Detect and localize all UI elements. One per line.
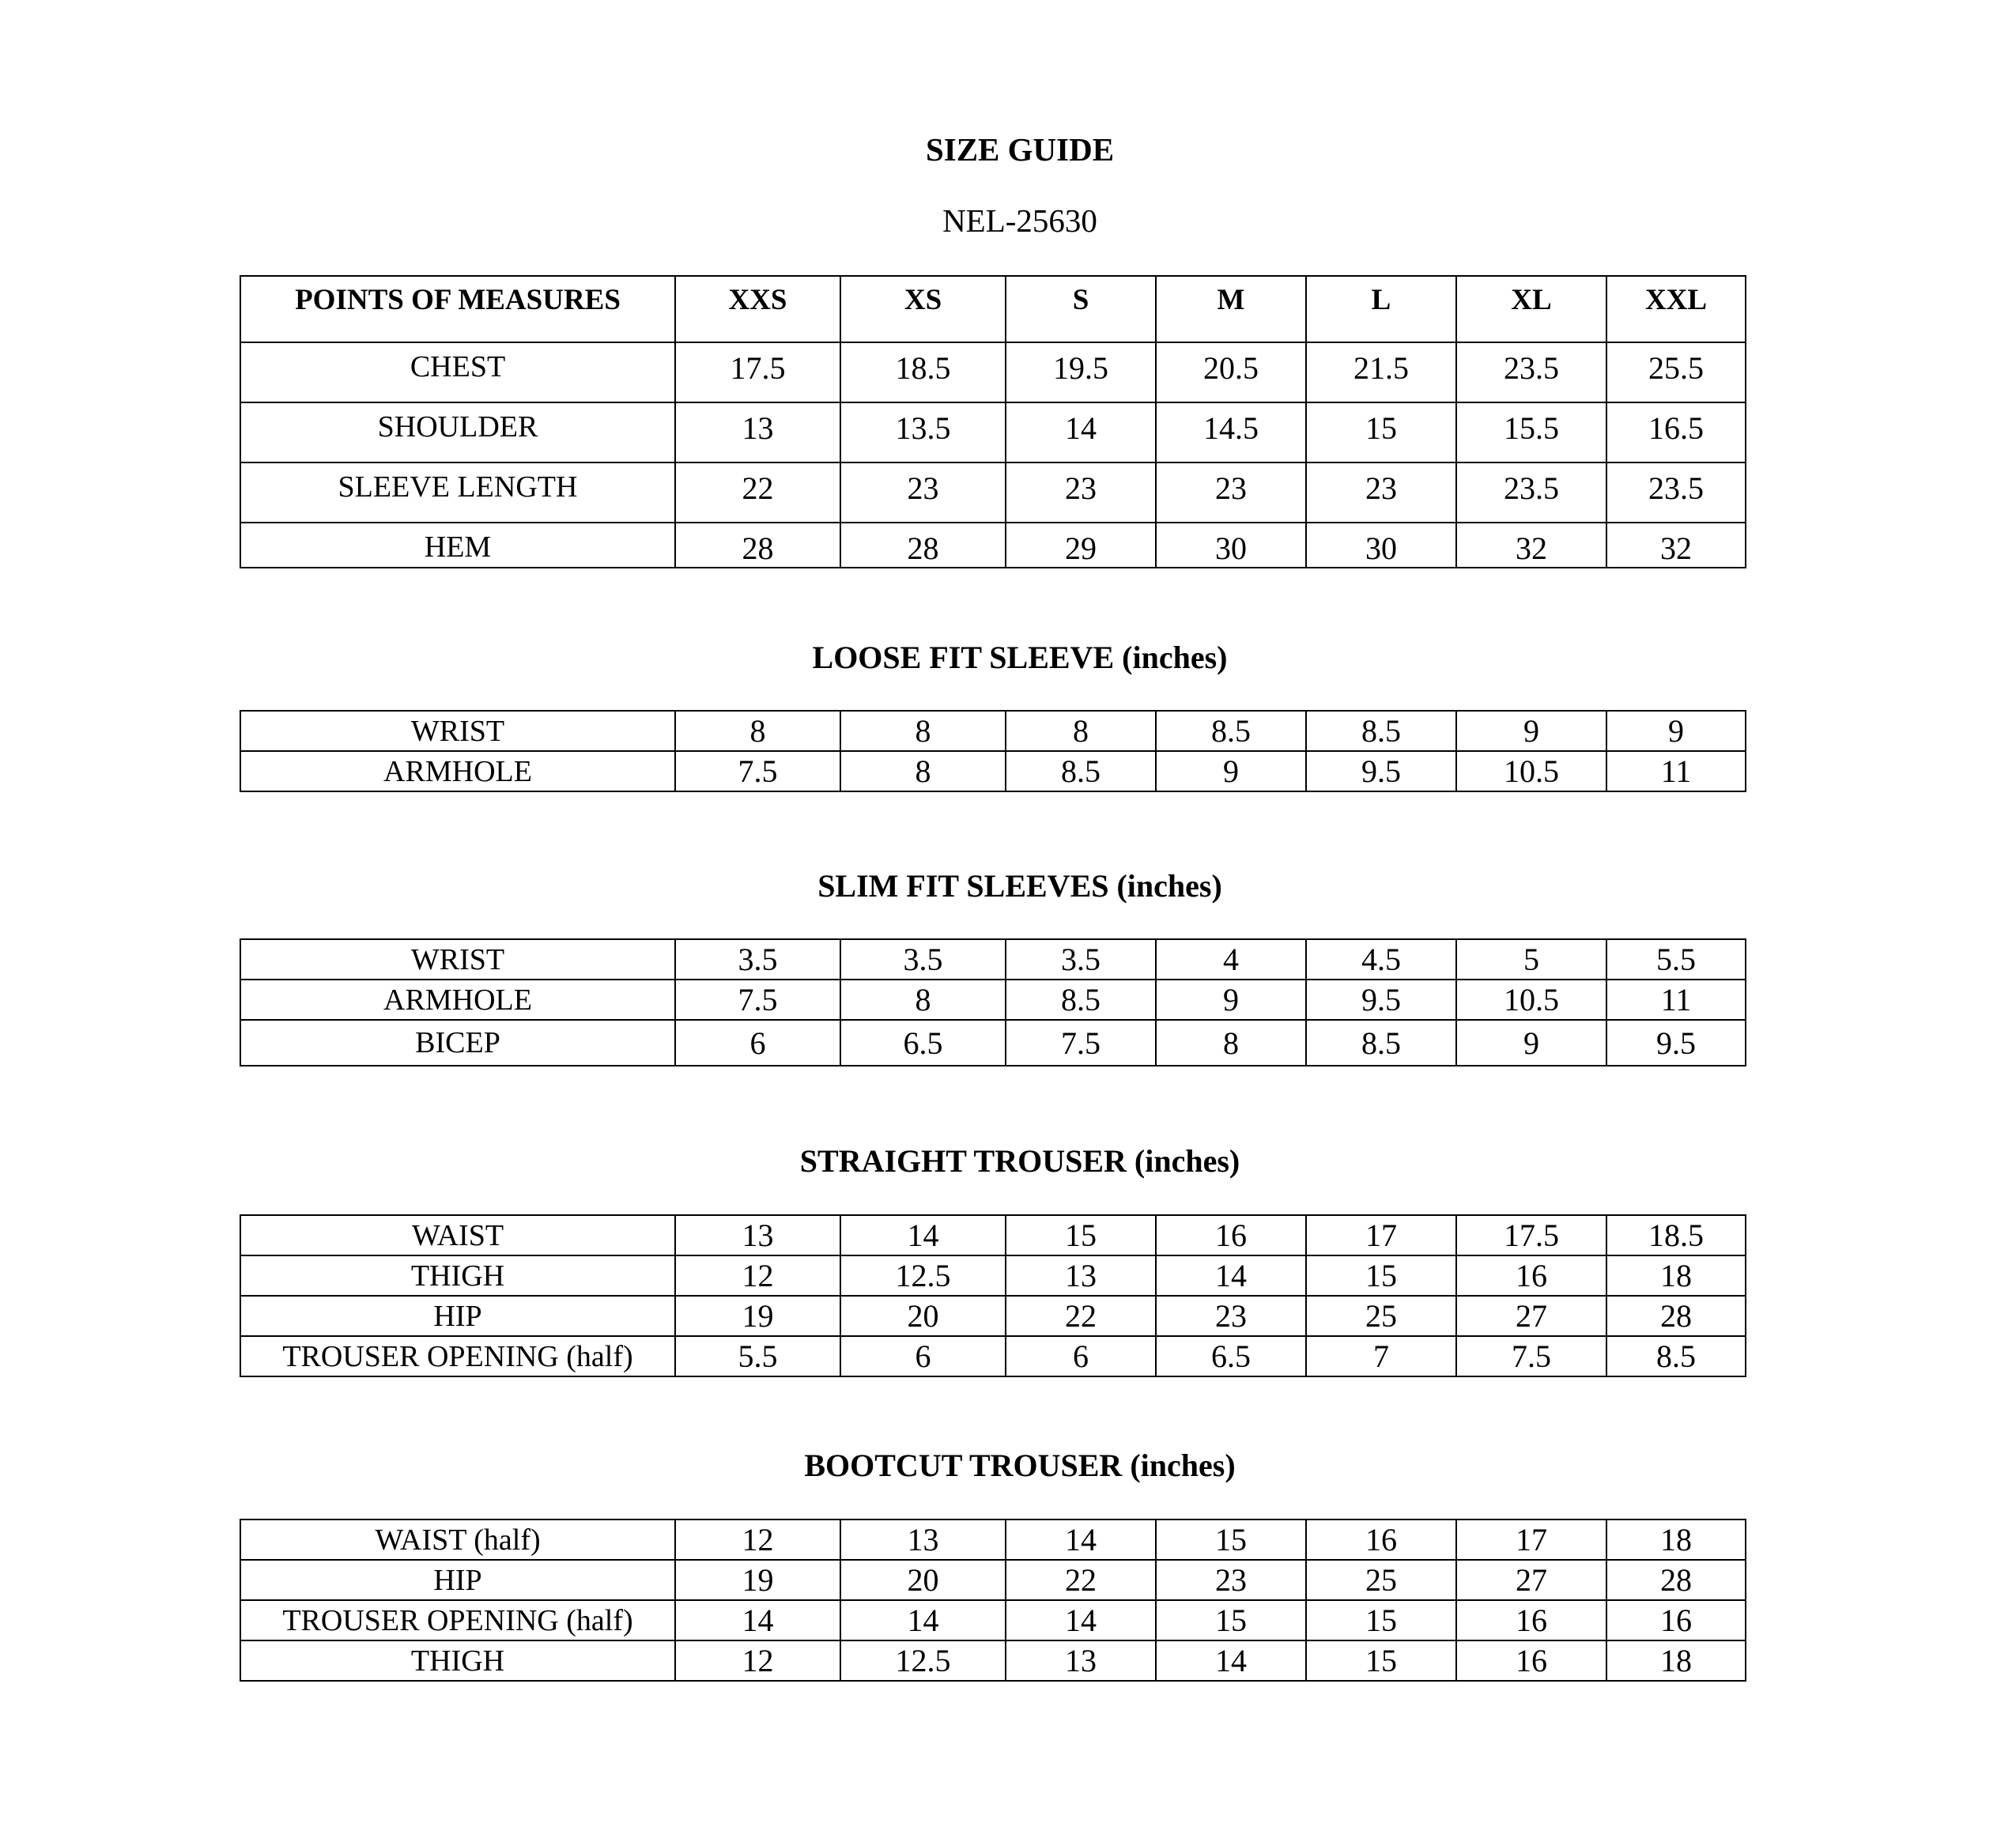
- measure-value: 28: [675, 523, 840, 568]
- measure-label: WRIST: [240, 711, 675, 751]
- measure-value: 14: [1156, 1640, 1306, 1681]
- measure-value: 13: [840, 1520, 1006, 1560]
- header-cell: S: [1006, 276, 1156, 342]
- measure-value: 12: [675, 1255, 840, 1296]
- measure-value: 16: [1456, 1255, 1606, 1296]
- measure-value: 6.5: [840, 1020, 1006, 1066]
- measure-label: ARMHOLE: [240, 980, 675, 1020]
- measure-value: 32: [1606, 523, 1746, 568]
- table-row: [240, 1215, 1746, 1255]
- product-code: NEL-25630: [942, 202, 1097, 239]
- measure-value: 16: [1306, 1520, 1456, 1560]
- measure-value: 10.5: [1456, 751, 1606, 791]
- measure-value: 15: [1306, 1600, 1456, 1640]
- measure-value: 8.5: [1006, 751, 1156, 791]
- measure-value: 8.5: [1606, 1336, 1746, 1376]
- measure-label: THIGH: [240, 1640, 675, 1681]
- measure-value: 13: [675, 402, 840, 462]
- measure-value: 7.5: [1456, 1336, 1606, 1376]
- measure-value: 30: [1306, 523, 1456, 568]
- measure-value: 9.5: [1306, 980, 1456, 1020]
- measure-value: 28: [1606, 1560, 1746, 1600]
- measure-label: SHOULDER: [240, 402, 675, 462]
- measure-value: 25: [1306, 1296, 1456, 1336]
- measure-value: 8: [1156, 1020, 1306, 1066]
- table-row: [240, 1336, 1746, 1376]
- measure-value: 3.5: [840, 939, 1006, 980]
- measure-value: 22: [675, 462, 840, 523]
- measure-value: 14.5: [1156, 402, 1306, 462]
- measure-value: 8: [675, 711, 840, 751]
- header-cell: XS: [840, 276, 1006, 342]
- measure-value: 12: [675, 1640, 840, 1681]
- table-row: [240, 342, 1746, 402]
- measure-value: 12.5: [840, 1255, 1006, 1296]
- measure-value: 23: [1156, 462, 1306, 523]
- size-table-loose-fit-sleeve: [240, 710, 1746, 792]
- measure-label: BICEP: [240, 1020, 675, 1066]
- measure-value: 4: [1156, 939, 1306, 980]
- measure-value: 13: [1006, 1255, 1156, 1296]
- measure-value: 29: [1006, 523, 1156, 568]
- table-row: [240, 523, 1746, 568]
- measure-value: 16: [1456, 1600, 1606, 1640]
- measure-value: 10.5: [1456, 980, 1606, 1020]
- header-cell: XXL: [1606, 276, 1746, 342]
- header-cell: XXS: [675, 276, 840, 342]
- table-row: [240, 1520, 1746, 1560]
- measure-value: 15: [1156, 1520, 1306, 1560]
- table-row: [240, 1600, 1746, 1640]
- table-row: [240, 1296, 1746, 1336]
- measure-value: 8: [840, 751, 1006, 791]
- measure-value: 8: [840, 980, 1006, 1020]
- table-row: [240, 402, 1746, 462]
- measure-label: HIP: [240, 1296, 675, 1336]
- measure-value: 9: [1606, 711, 1746, 751]
- measure-value: 18.5: [840, 342, 1006, 402]
- measure-value: 27: [1456, 1296, 1606, 1336]
- measure-value: 11: [1606, 751, 1746, 791]
- measure-label: HIP: [240, 1560, 675, 1600]
- measure-value: 27: [1456, 1560, 1606, 1600]
- measure-value: 23: [1306, 462, 1456, 523]
- measure-value: 16: [1156, 1215, 1306, 1255]
- measure-value: 23: [1156, 1296, 1306, 1336]
- measure-value: 13.5: [840, 402, 1006, 462]
- header-cell: POINTS OF MEASURES: [240, 276, 675, 342]
- measure-value: 5.5: [675, 1336, 840, 1376]
- measure-value: 16: [1456, 1640, 1606, 1681]
- header-cell: L: [1306, 276, 1456, 342]
- section-title-straight-trouser: STRAIGHT TROUSER (inches): [799, 1143, 1240, 1179]
- measure-value: 11: [1606, 980, 1746, 1020]
- measure-value: 18: [1606, 1640, 1746, 1681]
- measure-value: 23: [840, 462, 1006, 523]
- measure-value: 8.5: [1156, 711, 1306, 751]
- measure-value: 23: [1006, 462, 1156, 523]
- size-table-main: [240, 275, 1746, 568]
- measure-value: 5.5: [1606, 939, 1746, 980]
- measure-label: TROUSER OPENING (half): [240, 1600, 675, 1640]
- measure-value: 9: [1456, 1020, 1606, 1066]
- measure-value: 8: [840, 711, 1006, 751]
- measure-value: 19: [675, 1560, 840, 1600]
- size-table-straight-trouser: [240, 1214, 1746, 1377]
- measure-value: 5: [1456, 939, 1606, 980]
- measure-label: THIGH: [240, 1255, 675, 1296]
- measure-value: 16: [1606, 1600, 1746, 1640]
- document-title: SIZE GUIDE: [925, 131, 1115, 168]
- measure-value: 14: [840, 1215, 1006, 1255]
- size-table-bootcut-trouser: [240, 1519, 1746, 1682]
- table-row: [240, 751, 1746, 791]
- measure-value: 4.5: [1306, 939, 1456, 980]
- measure-label: WAIST (half): [240, 1520, 675, 1560]
- measure-value: 8: [1006, 711, 1156, 751]
- measure-value: 8.5: [1306, 711, 1456, 751]
- measure-value: 23.5: [1606, 462, 1746, 523]
- table-row: [240, 462, 1746, 523]
- table-row: [240, 1255, 1746, 1296]
- measure-value: 12.5: [840, 1640, 1006, 1681]
- measure-value: 18.5: [1606, 1215, 1746, 1255]
- measure-value: 14: [675, 1600, 840, 1640]
- measure-value: 14: [1156, 1255, 1306, 1296]
- measure-value: 9.5: [1306, 751, 1456, 791]
- measure-value: 6: [1006, 1336, 1156, 1376]
- measure-value: 9: [1456, 711, 1606, 751]
- measure-value: 3.5: [1006, 939, 1156, 980]
- table-row: [240, 711, 1746, 751]
- table-row: [240, 1640, 1746, 1681]
- measure-value: 3.5: [675, 939, 840, 980]
- measure-value: 25: [1306, 1560, 1456, 1600]
- header-cell: M: [1156, 276, 1306, 342]
- measure-value: 14: [1006, 1600, 1156, 1640]
- measure-label: SLEEVE LENGTH: [240, 462, 675, 523]
- measure-value: 16.5: [1606, 402, 1746, 462]
- measure-label: HEM: [240, 523, 675, 568]
- measure-value: 9: [1156, 751, 1306, 791]
- measure-value: 14: [840, 1600, 1006, 1640]
- measure-value: 18: [1606, 1255, 1746, 1296]
- size-table-slim-fit-sleeves: [240, 938, 1746, 1067]
- measure-value: 17: [1456, 1520, 1606, 1560]
- measure-value: 28: [1606, 1296, 1746, 1336]
- measure-value: 9.5: [1606, 1020, 1746, 1066]
- measure-value: 20: [840, 1296, 1006, 1336]
- measure-value: 14: [1006, 1520, 1156, 1560]
- measure-value: 15: [1306, 1255, 1456, 1296]
- measure-value: 28: [840, 523, 1006, 568]
- section-title-loose-fit-sleeve: LOOSE FIT SLEEVE (inches): [812, 640, 1228, 675]
- measure-value: 32: [1456, 523, 1606, 568]
- measure-value: 6: [840, 1336, 1006, 1376]
- measure-value: 17: [1306, 1215, 1456, 1255]
- measure-label: WAIST: [240, 1215, 675, 1255]
- measure-value: 23.5: [1456, 462, 1606, 523]
- measure-value: 30: [1156, 523, 1306, 568]
- measure-value: 21.5: [1306, 342, 1456, 402]
- measure-value: 7: [1306, 1336, 1456, 1376]
- measure-value: 14: [1006, 402, 1156, 462]
- measure-value: 8.5: [1006, 980, 1156, 1020]
- measure-value: 6.5: [1156, 1336, 1306, 1376]
- measure-value: 9: [1156, 980, 1306, 1020]
- measure-value: 13: [675, 1215, 840, 1255]
- measure-label: CHEST: [240, 342, 675, 402]
- measure-value: 15: [1306, 402, 1456, 462]
- measure-value: 23.5: [1456, 342, 1606, 402]
- measure-label: WRIST: [240, 939, 675, 980]
- measure-label: ARMHOLE: [240, 751, 675, 791]
- measure-value: 15: [1156, 1600, 1306, 1640]
- measure-value: 17.5: [675, 342, 840, 402]
- table-row: [240, 1560, 1746, 1600]
- section-title-slim-fit-sleeves: SLIM FIT SLEEVES (inches): [817, 868, 1222, 904]
- measure-value: 15.5: [1456, 402, 1606, 462]
- measure-value: 15: [1306, 1640, 1456, 1681]
- measure-value: 22: [1006, 1560, 1156, 1600]
- measure-value: 18: [1606, 1520, 1746, 1560]
- measure-value: 13: [1006, 1640, 1156, 1681]
- measure-value: 20.5: [1156, 342, 1306, 402]
- measure-value: 19: [675, 1296, 840, 1336]
- measure-value: 20: [840, 1560, 1006, 1600]
- measure-value: 7.5: [1006, 1020, 1156, 1066]
- table-row: [240, 939, 1746, 980]
- section-title-bootcut-trouser: BOOTCUT TROUSER (inches): [804, 1448, 1236, 1483]
- measure-value: 19.5: [1006, 342, 1156, 402]
- table-header-row: [240, 276, 1746, 342]
- measure-value: 17.5: [1456, 1215, 1606, 1255]
- measure-value: 7.5: [675, 980, 840, 1020]
- measure-value: 7.5: [675, 751, 840, 791]
- measure-label: TROUSER OPENING (half): [240, 1336, 675, 1376]
- table-row: [240, 1020, 1746, 1066]
- measure-value: 6: [675, 1020, 840, 1066]
- measure-value: 15: [1006, 1215, 1156, 1255]
- measure-value: 23: [1156, 1560, 1306, 1600]
- measure-value: 25.5: [1606, 342, 1746, 402]
- measure-value: 8.5: [1306, 1020, 1456, 1066]
- measure-value: 22: [1006, 1296, 1156, 1336]
- table-row: [240, 980, 1746, 1020]
- measure-value: 12: [675, 1520, 840, 1560]
- header-cell: XL: [1456, 276, 1606, 342]
